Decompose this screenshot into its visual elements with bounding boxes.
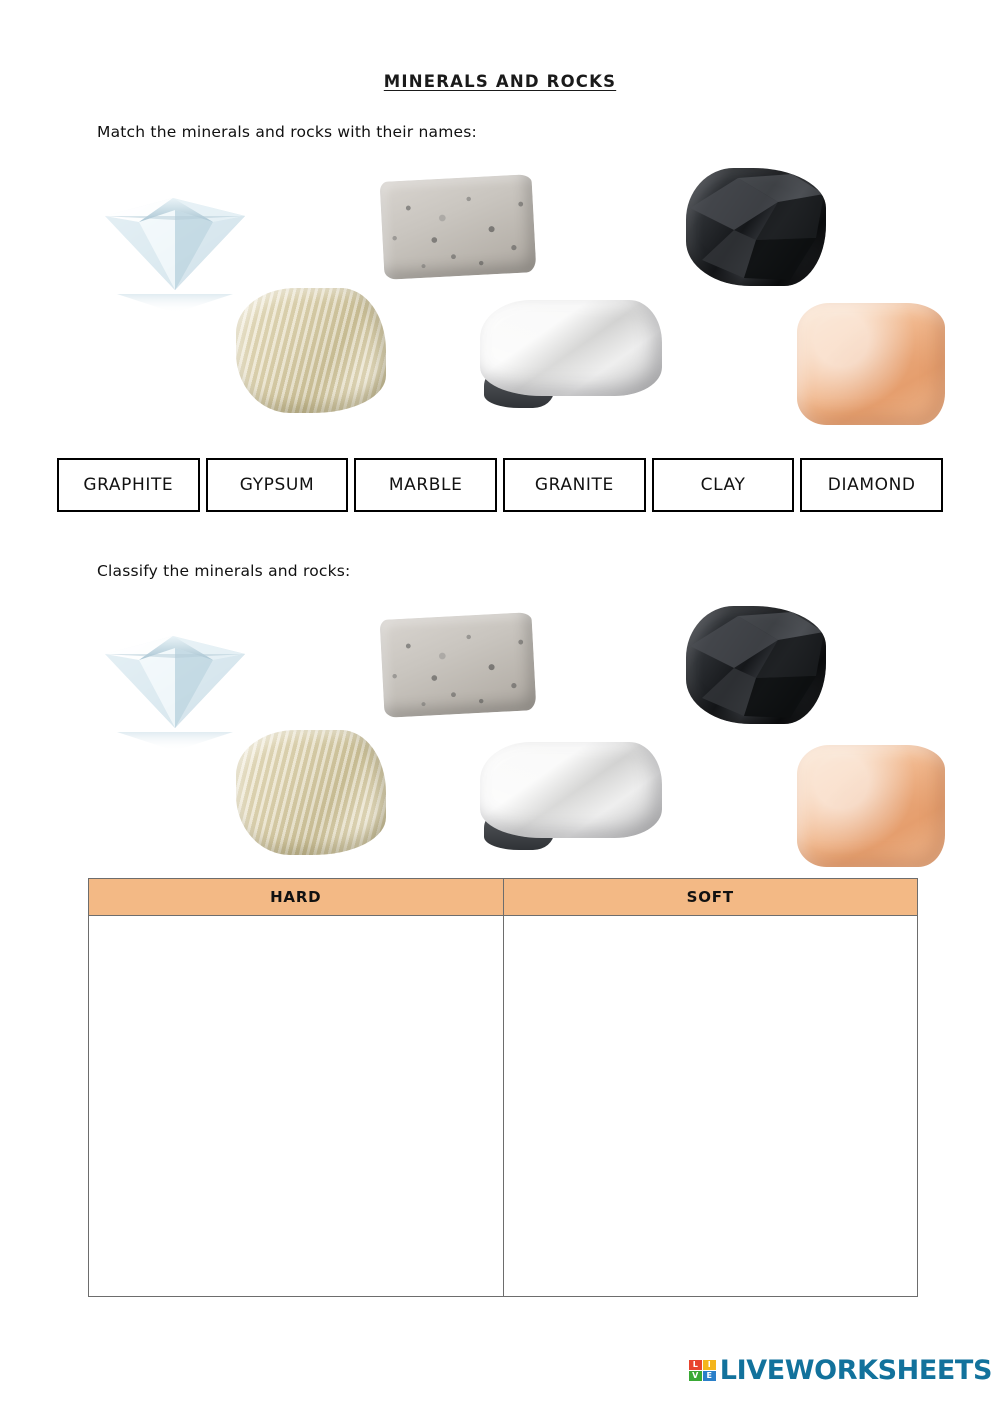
clay-specimen	[797, 303, 945, 425]
logo-wordmark: LIVEWORKSHEETS	[719, 1355, 992, 1386]
word-bank	[57, 458, 943, 512]
word-box-gypsum[interactable]: GYPSUM	[206, 458, 349, 512]
word-box-clay[interactable]: CLAY	[652, 458, 795, 512]
exercise-1-instruction: Match the minerals and rocks with their names:	[97, 123, 477, 141]
classification-table-body	[89, 916, 917, 1296]
logo-square-e: E	[703, 1371, 716, 1381]
marble-specimen	[480, 300, 662, 410]
classification-header-hard: HARD	[89, 879, 504, 915]
word-box-marble[interactable]: MARBLE	[354, 458, 497, 512]
classification-table	[88, 878, 918, 1297]
diamond-icon	[95, 180, 255, 315]
classification-cell-soft[interactable]	[504, 916, 918, 1296]
liveworksheets-logo	[689, 1355, 992, 1386]
diamond-specimen-2	[95, 618, 255, 753]
word-box-graphite[interactable]: GRAPHITE	[57, 458, 200, 512]
gypsum-specimen-2	[236, 730, 386, 855]
graphite-specimen-2	[686, 606, 826, 724]
granite-specimen-2	[380, 612, 537, 718]
marble-specimen-2	[480, 742, 662, 852]
graphite-specimen	[686, 168, 826, 286]
diamond-specimen	[95, 180, 255, 315]
classification-table-header-row	[89, 879, 917, 916]
marble-body	[480, 300, 662, 396]
diamond-icon	[95, 618, 255, 753]
word-box-diamond[interactable]: DIAMOND	[800, 458, 943, 512]
clay-specimen-2	[797, 745, 945, 867]
classification-cell-hard[interactable]	[89, 916, 504, 1296]
logo-square-i: I	[703, 1360, 716, 1370]
page-title: MINERALS AND ROCKS	[383, 72, 617, 91]
word-box-granite[interactable]: GRANITE	[503, 458, 646, 512]
logo-square-l: L	[689, 1360, 702, 1370]
marble-body	[480, 742, 662, 838]
graphite-facet-overlay	[686, 606, 826, 724]
classification-header-soft: SOFT	[686, 888, 734, 906]
gypsum-specimen	[236, 288, 386, 413]
graphite-facet-overlay	[686, 168, 826, 286]
logo-letter-squares	[689, 1360, 716, 1381]
exercise-2-instruction: Classify the minerals and rocks:	[97, 562, 351, 580]
granite-specimen	[380, 174, 537, 280]
logo-square-v: V	[689, 1371, 702, 1381]
